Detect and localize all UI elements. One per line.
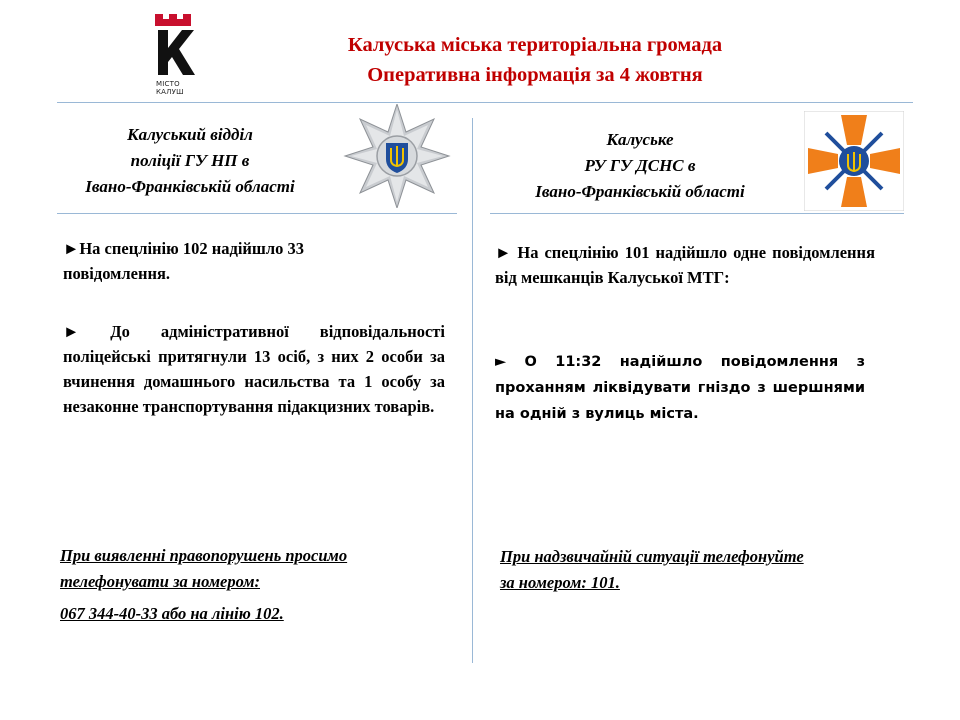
- dsns-org-line-2: РУ ГУ ДСНС в: [584, 156, 696, 175]
- police-org-line-2: поліції ГУ НП в: [130, 151, 250, 170]
- police-contact-line-2: телефонувати за номером:: [60, 572, 260, 591]
- dsns-cross-emblem-icon: [804, 111, 904, 211]
- dsns-org-name: [490, 127, 790, 205]
- dsns-header-underline: [490, 213, 904, 214]
- police-calls-line-1: ►На спецлінію 102 надійшло 33: [63, 239, 304, 258]
- logo-caption-1: МІСТО: [156, 80, 180, 88]
- logo-caption-2: КАЛУШ: [156, 88, 184, 96]
- dsns-contact-line-1: При надзвичайній ситуації телефонуйте: [500, 547, 804, 566]
- column-divider: [472, 118, 473, 663]
- police-contact: [60, 543, 460, 627]
- dsns-org-line-1: Калуське: [606, 130, 674, 149]
- police-org-line-3: Івано-Франківській області: [85, 177, 295, 196]
- title-line-2: Оперативна інформація за 4 жовтня: [367, 64, 703, 86]
- police-report-admin: ► До адміністративної відповідальності поліцейські притягнули 13 осіб, з них 2 особи за вчинення домашнього насильства та 1 особу за незаконне транспортування підакцизних товарів.: [63, 322, 445, 416]
- page-title: [230, 30, 840, 90]
- police-contact-phone: 067 344-40-33 або на лінію 102.: [60, 604, 284, 623]
- title-line-1: Калуська міська територіальна громада: [347, 34, 723, 56]
- police-star-emblem-icon: [343, 104, 451, 208]
- police-org-name: [40, 122, 340, 200]
- kalush-logo-icon: [152, 12, 198, 80]
- header-divider: [57, 102, 913, 103]
- dsns-report-calls: ► На спецлінію 101 надійшло одне повідомлення від мешканців Калуської МТГ:: [495, 243, 875, 287]
- dsns-contact-phone: за номером: 101.: [500, 573, 620, 592]
- police-org-line-1: Калуський відділ: [127, 125, 253, 144]
- police-contact-line-1: При виявленні правопорушень просимо: [60, 546, 348, 565]
- dsns-org-line-3: Івано-Франківській області: [535, 182, 745, 201]
- kalush-logo: [152, 12, 198, 96]
- dsns-contact: [500, 544, 910, 596]
- dsns-report-incident: ► О 11:32 надійшло повідомлення з проханням ліквідувати гніздо з шершнями на одній з вулиць міста.: [495, 354, 865, 422]
- police-calls-line-2: повідомлення.: [63, 264, 171, 283]
- police-report-calls: [63, 236, 453, 286]
- police-header-underline: [57, 213, 457, 214]
